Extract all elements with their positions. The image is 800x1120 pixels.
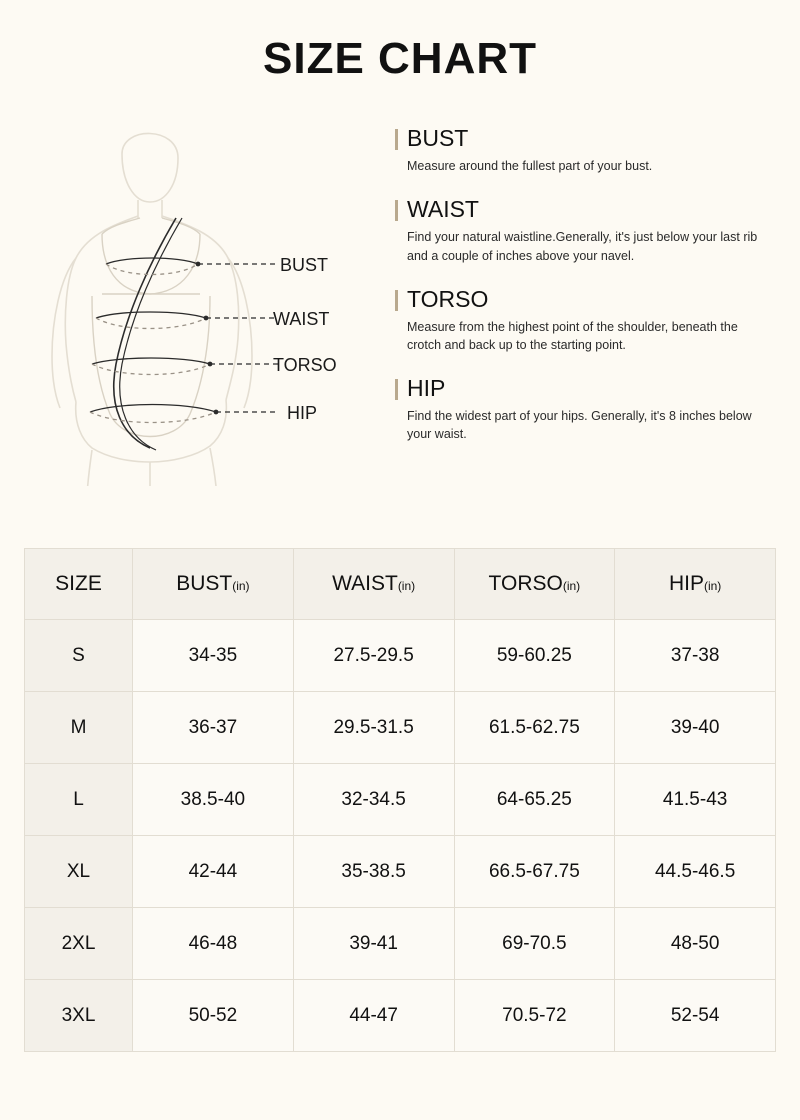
column-header-unit: (in) (232, 579, 250, 593)
cell-hip: 39-40 (615, 692, 776, 764)
column-header-unit: (in) (703, 579, 722, 593)
table-row (25, 908, 776, 980)
definition-torso (395, 287, 770, 354)
definition-description: Find the widest part of your hips. Generally, it's 8 inches below your waist. (407, 409, 752, 442)
definition-description: Find your natural waistline.Generally, it's just below your last rib and a couple of inches above your navel. (407, 230, 758, 263)
callout-label-torso: TORSO (273, 355, 337, 375)
definition-waist (395, 197, 770, 264)
callout-label-bust: BUST (280, 255, 329, 275)
callout-label-hip: HIP (287, 403, 318, 423)
size-table-wrap (24, 548, 776, 1052)
accent-bar-icon (395, 290, 398, 311)
table-row (25, 980, 776, 1052)
cell-bust: 38.5-40 (133, 764, 294, 836)
accent-bar-icon (395, 129, 398, 150)
column-header-hip (615, 549, 776, 620)
accent-bar-icon (395, 379, 398, 400)
definitions-list (385, 106, 770, 486)
cell-bust: 34-35 (133, 620, 294, 692)
table-body (25, 620, 776, 1052)
column-header-label: TORSO (488, 572, 563, 595)
cell-bust: 42-44 (133, 836, 294, 908)
column-header-label: HIP (668, 572, 704, 595)
cell-torso: 61.5-62.75 (454, 692, 615, 764)
column-header-waist (293, 549, 454, 620)
column-header-unit: (in) (562, 579, 581, 593)
table-row (25, 764, 776, 836)
cell-waist: 35-38.5 (293, 836, 454, 908)
cell-hip: 37-38 (615, 620, 776, 692)
table-header (25, 549, 776, 620)
cell-hip: 52-54 (615, 980, 776, 1052)
table-row (25, 692, 776, 764)
definition-term: BUST (407, 125, 469, 151)
cell-hip: 48-50 (615, 908, 776, 980)
cell-waist: 27.5-29.5 (293, 620, 454, 692)
measurement-guide-section (0, 84, 800, 486)
column-header-bust (133, 549, 294, 620)
column-header-size (25, 549, 133, 620)
accent-bar-icon (395, 200, 398, 221)
callout-label-waist: WAIST (273, 309, 330, 329)
body-figure-illustration (30, 106, 385, 486)
column-header-torso (454, 549, 615, 620)
cell-bust: 50-52 (133, 980, 294, 1052)
definition-bust (395, 126, 770, 175)
column-header-label: BUST (176, 572, 233, 595)
definition-term: HIP (407, 375, 446, 402)
page-title: SIZE CHART (263, 34, 537, 83)
figure-svg (30, 106, 385, 486)
cell-waist: 29.5-31.5 (293, 692, 454, 764)
table-header-row (25, 549, 776, 620)
definition-description: Measure from the highest point of the shoulder, beneath the crotch and back up to the starting point. (407, 319, 738, 352)
definition-term: WAIST (407, 196, 479, 223)
table-row (25, 836, 776, 908)
cell-waist: 39-41 (293, 908, 454, 980)
cell-hip: 41.5-43 (615, 764, 776, 836)
cell-torso: 70.5-72 (454, 980, 615, 1052)
definition-description: Measure around the fullest part of your bust. (407, 159, 653, 174)
cell-torso: 69-70.5 (454, 908, 615, 980)
cell-size: M (25, 692, 133, 764)
cell-torso: 64-65.25 (454, 764, 615, 836)
column-header-label: SIZE (55, 572, 102, 595)
cell-bust: 36-37 (133, 692, 294, 764)
table-row (25, 620, 776, 692)
cell-waist: 32-34.5 (293, 764, 454, 836)
cell-hip: 44.5-46.5 (615, 836, 776, 908)
cell-size: 3XL (25, 980, 133, 1052)
cell-bust: 46-48 (133, 908, 294, 980)
cell-waist: 44-47 (293, 980, 454, 1052)
definition-term: TORSO (407, 285, 489, 312)
cell-torso: 59-60.25 (454, 620, 615, 692)
definition-hip (395, 376, 770, 443)
column-header-label: WAIST (332, 572, 398, 595)
cell-torso: 66.5-67.75 (454, 836, 615, 908)
cell-size: L (25, 764, 133, 836)
cell-size: XL (25, 836, 133, 908)
column-header-unit: (in) (397, 579, 416, 593)
cell-size: S (25, 620, 133, 692)
size-chart-table (24, 548, 776, 1052)
cell-size: 2XL (25, 908, 133, 980)
